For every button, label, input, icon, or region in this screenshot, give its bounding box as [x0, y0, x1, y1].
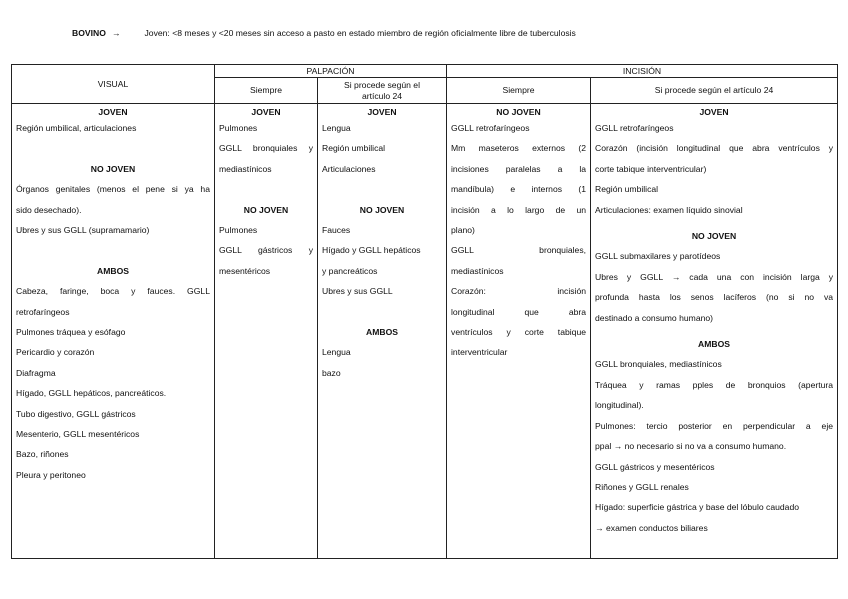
section-heading: NO JOVEN: [496, 107, 541, 117]
young-definition: Joven: <8 meses y <20 meses sin acceso a pasto en estado miembro de región oficialmente libre de tuberculosis: [144, 28, 576, 38]
inc-si-procede-cell: [591, 104, 838, 559]
list-item: incisiones paralelas a la: [451, 163, 587, 174]
list-item: mesentéricos: [219, 265, 271, 276]
section-heading: AMBOS: [97, 265, 129, 276]
col-palp-si-procede-line2: artículo 24: [361, 90, 403, 101]
inc-siempre-cell: [447, 104, 591, 559]
list-item: GGLL retrofaríngeos: [451, 123, 530, 133]
list-item: Cabeza, faringe, boca y fauces. GGLL: [16, 286, 210, 297]
list-item: Corazón: incisión: [451, 286, 587, 297]
list-item: plano): [451, 225, 475, 236]
list-item: longitudinal que abra: [451, 306, 587, 317]
section-heading: JOVEN: [699, 107, 729, 117]
list-item: Región umbilical: [595, 184, 659, 195]
col-inc-siempre-header: Siempre: [447, 78, 591, 104]
list-item: Fauces: [322, 225, 351, 236]
list-item: Articulaciones: examen líquido sinovial: [595, 204, 743, 215]
list-item: Pulmones: tercio posterior en perpendicular a eje: [595, 420, 834, 431]
list-item: mandíbula) e internos (1: [451, 184, 587, 195]
list-item: GGLL bronquiales y: [219, 143, 313, 154]
list-item: mediastínicos: [219, 163, 272, 174]
list-item: Mesenterio, GGLL mesentéricos: [16, 429, 140, 440]
list-item: GGLL retrofaríngeos: [595, 123, 674, 133]
list-item: → examen conductos biliares: [595, 522, 708, 533]
list-item: GGLL submaxilares y parotídeos: [595, 251, 721, 262]
list-item: Hígado, GGLL hepáticos, pancreáticos.: [16, 388, 167, 399]
list-item: longitudinal).: [595, 400, 644, 411]
list-item: incisión a lo largo de un: [451, 204, 587, 215]
section-heading: JOVEN: [367, 107, 397, 117]
list-item: Ubres y sus GGLL: [322, 286, 393, 297]
list-item: Hígado y GGLL hepáticos: [322, 245, 421, 256]
list-item: Tubo digestivo, GGLL gástricos: [16, 408, 136, 419]
list-item: GGLL bronquiales,: [451, 245, 587, 256]
col-visual-header: VISUAL: [12, 65, 215, 104]
list-item: Hígado: superficie gástrica y base del lóbulo caudado: [595, 502, 800, 513]
list-item: Articulaciones: [322, 163, 376, 174]
col-palpacion-header: PALPACIÓN: [215, 65, 447, 78]
list-item: Tráquea y ramas pples de bronquios (apertura: [595, 379, 834, 390]
section-heading: NO JOVEN: [243, 204, 289, 215]
col-incision-header: INCISIÓN: [447, 65, 838, 78]
list-item: Pulmones: [219, 123, 258, 133]
list-item: Pulmones tráquea y esófago: [16, 327, 126, 338]
col-palp-siempre-header: Siempre: [215, 78, 318, 104]
list-item: Región umbilical, articulaciones: [16, 123, 137, 133]
section-heading: JOVEN: [251, 107, 281, 117]
list-item: Ubres y sus GGLL (supramamario): [16, 225, 150, 236]
list-item: interventricular: [451, 347, 508, 358]
list-item: Lengua: [322, 347, 351, 358]
section-heading: NO JOVEN: [691, 231, 737, 242]
list-item: Pericardio y corazón: [16, 347, 95, 358]
list-item: Órganos genitales (menos el pene si ya ha: [16, 184, 210, 195]
list-item: retrofaríngeos: [16, 306, 70, 317]
list-item: Ubres y GGLL → cada una con incisión larga y: [595, 271, 834, 282]
palp-siempre-cell: [215, 104, 318, 559]
list-item: Lengua: [322, 123, 351, 133]
palp-si-procede-cell: [318, 104, 447, 559]
section-heading: JOVEN: [98, 107, 128, 117]
section-heading: AMBOS: [366, 327, 398, 338]
list-item: Mm maseteros externos (2: [451, 143, 587, 154]
list-item: sido desechado).: [16, 204, 82, 215]
list-item: GGLL gástricos y: [219, 245, 313, 256]
list-item: ventrículos y corte tabique: [451, 327, 587, 338]
list-item: mediastínicos: [451, 265, 504, 276]
list-item: Pleura y peritoneo: [16, 469, 86, 480]
list-item: GGLL bronquiales, mediastínicos: [595, 359, 722, 370]
inspection-table: [11, 64, 838, 559]
list-item: Bazo, riñones: [16, 449, 69, 460]
table-body-row: [12, 104, 838, 559]
list-item: corte tabique interventricular): [595, 163, 707, 174]
list-item: profunda hasta los senos lacíferos (no si no va: [595, 292, 834, 303]
visual-cell: [12, 104, 215, 559]
list-item: GGLL gástricos y mesentéricos: [595, 461, 715, 472]
col-inc-si-procede-header: Si procede según el artículo 24: [591, 78, 838, 104]
col-palp-si-procede-header: [318, 78, 447, 104]
list-item: ppal → no necesario si no va a consumo humano.: [595, 441, 787, 452]
species-label: BOVINO: [72, 28, 106, 38]
list-item: bazo: [322, 367, 341, 378]
list-item: Riñones y GGLL renales: [595, 481, 689, 492]
list-item: Pulmones: [219, 225, 258, 236]
list-item: y pancreáticos: [322, 265, 378, 276]
section-heading: AMBOS: [698, 339, 731, 350]
list-item: destinado a consumo humano): [595, 312, 714, 323]
page-header: [72, 28, 576, 38]
arrow-icon: →: [111, 28, 121, 38]
list-item: Región umbilical: [322, 143, 386, 154]
section-heading: NO JOVEN: [359, 204, 405, 215]
section-heading: NO JOVEN: [90, 163, 136, 174]
col-palp-si-procede-line1: Si procede según el: [344, 79, 420, 90]
list-item: Corazón (incisión longitudinal que abra ventrículos y: [595, 143, 834, 154]
list-item: Diafragma: [16, 367, 56, 378]
